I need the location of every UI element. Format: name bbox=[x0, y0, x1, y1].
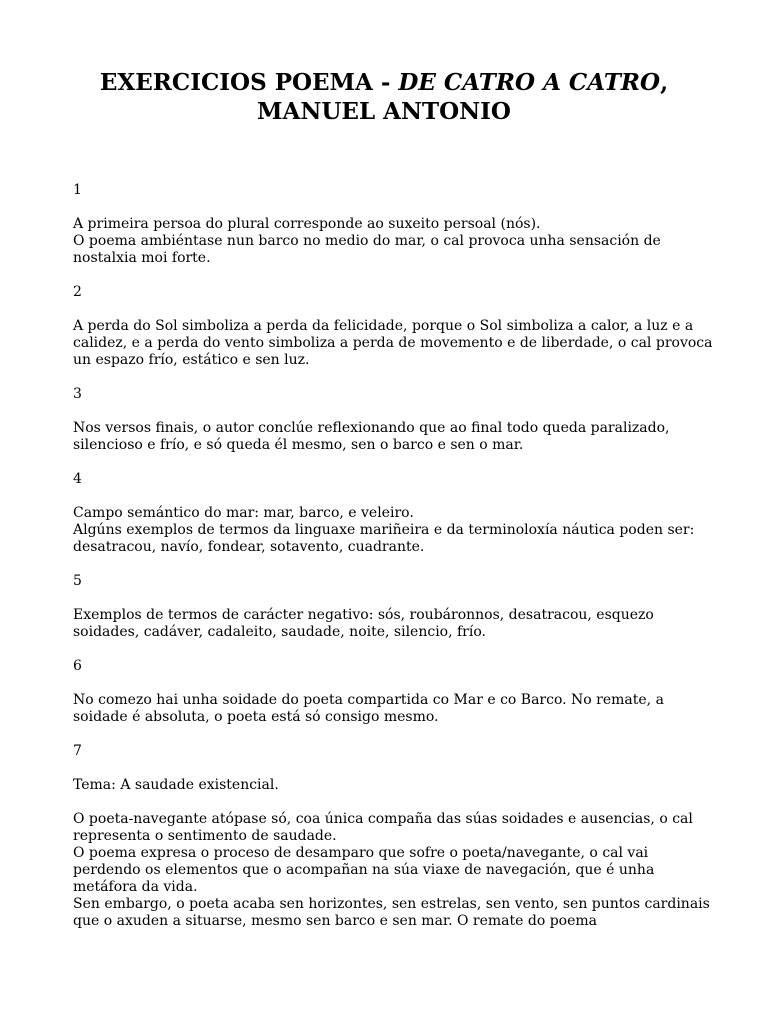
answer-line: A primeira persoa do plural corresponde ao suxeito persoal (nós). bbox=[73, 216, 541, 232]
section-number: 1 bbox=[73, 182, 82, 198]
title-prefix: EXERCICIOS POEMA - bbox=[99, 69, 399, 96]
section-answer bbox=[73, 505, 713, 556]
title-poem-name: DE CATRO A CATRO bbox=[398, 69, 661, 96]
answer-line: Campo semántico do mar: mar, barco, e veleiro. bbox=[73, 505, 414, 521]
answer-line: Nos versos finais, o autor conclúe reflexionando que ao final todo queda paralizado, silencioso e frío, e só queda él mesmo, sen o barco e sen o mar. bbox=[73, 420, 670, 453]
document-body bbox=[73, 182, 713, 930]
answer-line: A perda do Sol simboliza a perda da felicidade, porque o Sol simboliza a calor, a luz e a calidez, e a perda do vento simboliza a perda de movemento e de liberdade, o cal provoca un espazo frío, estático e sen luz. bbox=[73, 318, 713, 368]
section-number: 7 bbox=[73, 743, 82, 759]
answer-line: O poeta-navegante atópase só, coa única compaña das súas soidades e ausencias, o cal representa o sentimento de saudade. bbox=[73, 811, 693, 844]
answer-line: Sen embargo, o poeta acaba sen horizontes, sen estrelas, sen vento, sen puntos cardinais que o axuden a situarse, mesmo sen barco e sen mar. O remate do poema bbox=[73, 896, 710, 929]
answer-line: No comezo hai unha soidade do poeta compartida co Mar e co Barco. No remate, a soidade é absoluta, o poeta está só consigo mesmo. bbox=[73, 692, 664, 725]
section-number: 2 bbox=[73, 284, 82, 300]
section-number: 4 bbox=[73, 471, 82, 487]
document-title bbox=[40, 68, 728, 126]
section-number: 5 bbox=[73, 573, 82, 589]
section-answer bbox=[73, 777, 713, 794]
answer-line: O poema expresa o proceso de desamparo que sofre o poeta/navegante, o cal vai perdendo os elementos que o acompañan na súa viaxe de navegación, que é unha metáfora da vida. bbox=[73, 845, 655, 895]
answer-line: Tema: A saudade existencial. bbox=[73, 777, 279, 793]
section-answer bbox=[73, 607, 713, 641]
section-answer bbox=[73, 692, 713, 726]
section-answer bbox=[73, 420, 713, 454]
answer-line: O poema ambiéntase nun barco no medio do mar, o cal provoca unha sensación de nostalxia moi forte. bbox=[73, 233, 661, 266]
section-number: 3 bbox=[73, 386, 82, 402]
title-author: MANUEL ANTONIO bbox=[257, 98, 511, 125]
section-answer bbox=[73, 216, 713, 267]
answer-line: Exemplos de termos de carácter negativo: sós, roubáronnos, desatracou, esquezo soidades, cadáver, cadaleito, saudade, noite, silencio, frío. bbox=[73, 607, 654, 640]
title-suffix: , bbox=[660, 69, 669, 96]
section-answer bbox=[73, 318, 713, 369]
section-answer-continued bbox=[73, 811, 713, 930]
answer-line: Algúns exemplos de termos da linguaxe mariñeira e da terminoloxía náutica poden ser: desatracou, navío, fondear, sotavento, cuadrante. bbox=[73, 522, 695, 555]
section-number: 6 bbox=[73, 658, 82, 674]
